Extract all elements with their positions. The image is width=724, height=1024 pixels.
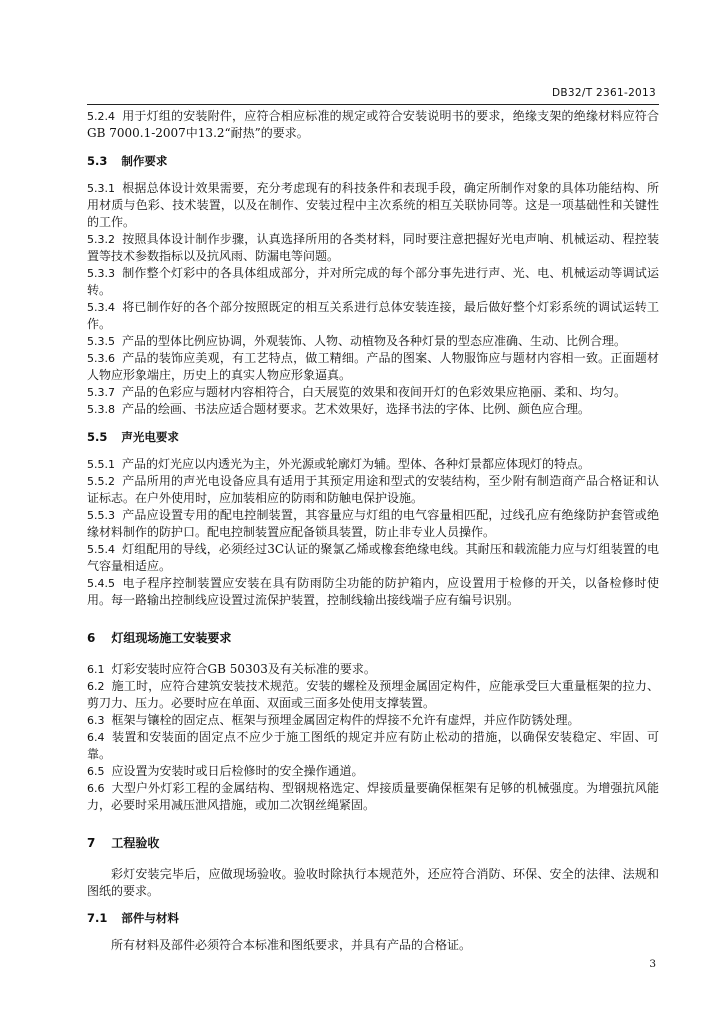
clause-6-2: 6.2 施工时，应符合建筑安装技术规范。安装的螺栓及预埋金属固定构件，应能承受巨大重量框架的拉力、剪刀力、压力。必要时应在单面、双面或三面多处使用支撑装置。: [87, 679, 659, 710]
clause-5-3-1: 5.3.1 根据总体设计效果需要，充分考虑现有的科技条件和表现手段，确定所制作对象的具体功能结构、所用材质与色彩、技术装置，以及在制作、安装过程中主次系统的相互关联协同等。这是一项基础性和关键性的工作。: [87, 181, 659, 229]
clause-5-5-2: 5.5.2 产品所用的声光电设备应具有适用于其预定用途和型式的安装结构，至少附有制造商产品合格证和认证标志。在户外使用时，应加装相应的防雨和防触电保护设施。: [87, 474, 659, 505]
clause-5-5-3: 5.5.3 产品应设置专用的配电控制装置，其容量应与灯组的电气容量相匹配，过线孔应有绝缘防护套管或绝缘材料制作的防护口。配电控制装置应配备锁具装置，防止非专业人员操作。: [87, 508, 659, 539]
clause-5-3-8: 5.3.8 产品的绘画、书法应适合题材要求。艺术效果好，选择书法的字体、比例、颜色应合理。: [87, 402, 591, 416]
clause-5-3-7: 5.3.7 产品的色彩应与题材内容相符合，白天展览的效果和夜间开灯的色彩效果应艳丽、柔和、均匀。: [87, 385, 627, 399]
section-heading-5-3: 5.3 制作要求: [87, 154, 168, 168]
clause-6-5: 6.5 应设置为安装时或日后检修时的安全操作通道。: [87, 764, 364, 778]
section-7-1-body: 所有材料及部件必须符合本标准和图纸要求，并具有产品的合格证。: [111, 938, 472, 952]
clause-5-3-5: 5.3.5 产品的型体比例应协调，外观装饰、人物、动植物及各种灯景的型态应准确、生动、比例合理。: [87, 334, 627, 348]
clause-5-3-6: 5.3.6 产品的装饰应美观，有工艺特点，做工精细。产品的图案、人物服饰应与题材内容相一致。正面题材人物应形象端庄，历史上的真实人物应形象逼真。: [87, 351, 659, 382]
clause-6-1: 6.1 灯彩安装时应符合GB 50303及有关标准的要求。: [87, 662, 376, 676]
clause-5-3-3: 5.3.3 制作整个灯彩中的各具体组成部分，并对所完成的每个部分事先进行声、光、电、机械运动等调试运转。: [87, 266, 659, 297]
section-heading-5-5: 5.5 声光电要求: [87, 430, 179, 444]
clause-6-6: 6.6 大型户外灯彩工程的金属结构、型钢规格选定、焊接质量要确保框架有足够的机械强度。为增强抗风能力，必要时采用减压泄风措施，或加二次钢丝绳紧固。: [87, 781, 659, 812]
section-heading-7-1: 7.1 部件与材料: [87, 911, 179, 925]
clause-5-3-2: 5.3.2 按照具体设计制作步骤，认真选择所用的各类材料，同时要注意把握好光电声响、机械运动、程控装置等技术参数指标以及抗风雨、防漏电等问题。: [87, 232, 659, 263]
clause-5-5-4: 5.5.4 灯组配用的导线，必须经过3C认证的聚氯乙烯或橡套绝缘电线。其耐压和载流能力应与灯组装置的电气容量相适应。: [87, 542, 659, 573]
clause-5-3-4: 5.3.4 将已制作好的各个部分按照既定的相互关系进行总体安装连接，最后做好整个灯彩系统的调试运转工作。: [87, 300, 659, 331]
clause-5-4-5: 5.4.5 电子程序控制装置应安装在具有防雨防尘功能的防护箱内，应设置用于检修的开关，以备检修时使用。每一路输出控制线应设置过流保护装置，控制线输出接线端子应有编号识别。: [87, 576, 659, 607]
standard-code: DB32/T 2361-2013: [552, 87, 656, 99]
clause-5-2-4: 5.2.4 用于灯组的安装附件，应符合相应标准的规定或符合安装说明书的要求，绝缘支架的绝缘材料应符合GB 7000.1-2007中13.2“耐热”的要求。: [87, 109, 659, 140]
clause-6-4: 6.4 装置和安装面的固定点不应少于施工图纸的规定并应有防止松动的措施，以确保安装稳定、牢固、可靠。: [87, 730, 659, 761]
clause-5-5-1: 5.5.1 产品的灯光应以内透光为主，外光源或轮廓灯为辅。型体、各种灯景都应体现灯的特点。: [87, 457, 591, 471]
header-rule: [87, 104, 659, 105]
page-number: 3: [649, 958, 656, 970]
document-body: [87, 108, 659, 954]
clause-6-3: 6.3 框架与镶栓的固定点、框架与预埋金属固定构件的焊接不允许有虚焊，并应作防锈处理。: [87, 713, 580, 727]
chapter-7-intro: 彩灯安装完毕后，应做现场验收。验收时除执行本规范外，还应符合消防、环保、安全的法律、法规和图纸的要求。: [87, 867, 659, 898]
chapter-heading-7: 7 工程验收: [87, 836, 160, 850]
chapter-heading-6: 6 灯组现场施工安装要求: [87, 631, 232, 645]
